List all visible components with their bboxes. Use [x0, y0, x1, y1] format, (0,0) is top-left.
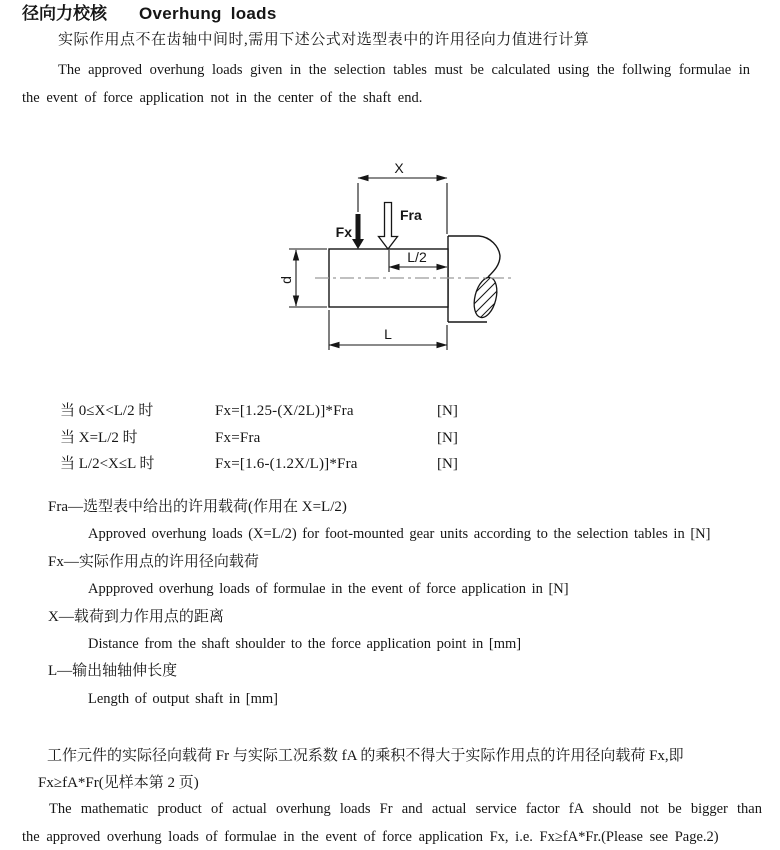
force-arrow-fra — [379, 203, 398, 250]
definition-item-x — [48, 604, 763, 659]
dimension-d-label: d — [278, 276, 294, 284]
page-title-zh: 径向力校核 — [22, 4, 107, 23]
intro-paragraph-zh: 实际作用点不在齿轴中间时,需用下述公式对选型表中的许用径向力值进行计算 — [58, 32, 590, 48]
definition-description: Distance from the shaft shoulder to the force application point in [mm] — [88, 635, 522, 652]
definition-term: L—输出轴轴伸长度 — [48, 663, 178, 680]
rule-en-line-1: The mathematic product of actual overhung loads Fr and actual service factor fA should not be bigger than — [49, 801, 762, 817]
formula-condition: 当 L/2<X≤L 时 — [60, 456, 155, 472]
formula-expression: Fx=Fra — [215, 429, 261, 446]
formula-row — [60, 451, 540, 478]
shaft-load-diagram — [260, 140, 520, 360]
formula-unit: [N] — [437, 403, 458, 419]
rule-zh-line-1: 工作元件的实际径向载荷 Fr 与实际工况系数 fA 的乘积不得大于实际作用点的许用径向载荷 Fx,即 — [47, 748, 684, 764]
definition-description: Approved overhung loads (X=L/2) for foot-mounted gear units according to the selection tables in [N] — [88, 526, 711, 543]
definition-item-fra — [48, 494, 763, 549]
dimension-l-label: L — [384, 326, 392, 342]
formula-condition: 当 X=L/2 时 — [60, 429, 138, 446]
definition-term: Fra—选型表中给出的许用载荷(作用在 X=L/2) — [48, 499, 347, 515]
formula-row — [60, 425, 540, 452]
intro-en-line-1: The approved overhung loads given in the selection tables must be calculated using the follwing formulae in — [58, 62, 750, 78]
formula-unit: [N] — [437, 429, 458, 446]
hatch-section — [460, 272, 514, 338]
formula-expression: Fx=[1.25-(X/2L)]*Fra — [215, 403, 354, 419]
formula-row — [60, 398, 540, 425]
definition-description: Appproved overhung loads of formulae in the event of force application in [N] — [88, 581, 569, 598]
definition-term: Fx—实际作用点的许用径向载荷 — [48, 553, 259, 570]
rule-paragraph-en — [22, 796, 762, 850]
intro-paragraph-en — [22, 56, 750, 112]
definition-list — [48, 494, 763, 713]
housing-break-line — [479, 236, 500, 277]
force-fx-label: Fx — [335, 224, 352, 240]
formula-condition: 当 0≤X<L/2 时 — [60, 403, 154, 419]
definition-description: Length of output shaft in [mm] — [88, 690, 279, 707]
rule-en-line-2: the approved overhung loads of formulae in the event of force application Fx, i.e. Fx≥fA*Fr.(Please see Page.2) — [22, 828, 719, 845]
definition-item-fx — [48, 549, 763, 604]
definition-term: X—载荷到力作用点的距离 — [48, 608, 224, 625]
page-title — [22, 2, 277, 26]
dimension-x-label: X — [394, 160, 404, 176]
formula-unit: [N] — [437, 456, 458, 472]
definition-item-l — [48, 658, 763, 713]
dimension-x — [358, 178, 447, 234]
formula-table — [60, 398, 540, 478]
page-title-en: Overhung loads — [139, 4, 277, 23]
formula-expression: Fx=[1.6-(1.2X/L)]*Fra — [215, 456, 358, 472]
force-fra-label: Fra — [400, 207, 422, 223]
intro-en-line-2: the event of force application not in the center of the shaft end. — [22, 90, 423, 106]
dimension-l-half-label: L/2 — [407, 249, 427, 265]
force-arrow-fx — [352, 214, 364, 249]
rule-paragraph-zh — [22, 743, 762, 797]
rule-zh-line-2: Fx≥fA*Fr(见样本第 2 页) — [38, 775, 199, 791]
